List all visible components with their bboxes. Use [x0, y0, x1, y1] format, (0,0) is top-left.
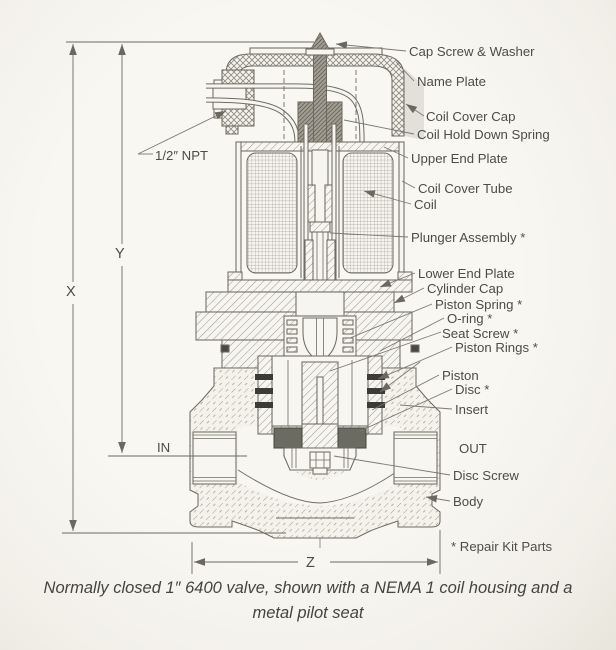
- label-piston-rings: Piston Rings *: [455, 340, 538, 355]
- label-plunger-assembly: Plunger Assembly *: [411, 230, 526, 245]
- disc: [274, 428, 302, 448]
- label-seat-screw: Seat Screw *: [442, 326, 519, 341]
- label-coil-cover-tube: Coil Cover Tube: [418, 181, 513, 196]
- o-ring: [221, 345, 229, 352]
- label-upper-end-plate: Upper End Plate: [411, 151, 508, 166]
- label-insert: Insert: [455, 402, 488, 417]
- label-coil: Coil: [414, 197, 437, 212]
- out-port: [394, 432, 437, 484]
- label-lower-end-plate: Lower End Plate: [418, 266, 515, 281]
- dimension-y: Y: [115, 246, 125, 262]
- label-body: Body: [453, 494, 484, 509]
- label-disc: Disc *: [455, 382, 490, 397]
- label-in-port: IN: [157, 440, 171, 455]
- label-piston: Piston: [442, 368, 479, 383]
- caption-line-1: Normally closed 1″ 6400 valve, shown with a NEMA 1 coil housing and a: [43, 579, 573, 597]
- repair-kit-footnote: * Repair Kit Parts: [451, 539, 553, 554]
- dimension-z: Z: [306, 555, 315, 571]
- label-cylinder-cap: Cylinder Cap: [427, 281, 504, 296]
- disc-screw: [310, 452, 330, 474]
- disc: [338, 428, 366, 448]
- label-npt: 1/2″ NPT: [155, 148, 209, 163]
- label-piston-spring: Piston Spring *: [435, 297, 523, 312]
- valve-drawing: [190, 33, 440, 548]
- label-cap-screw-washer: Cap Screw & Washer: [409, 44, 535, 59]
- in-port: [193, 432, 236, 484]
- dimension-x: X: [66, 284, 76, 300]
- caption-line-2: metal pilot seat: [252, 604, 364, 622]
- label-name-plate: Name Plate: [417, 74, 486, 89]
- label-coil-cover-cap: Coil Cover Cap: [426, 109, 516, 124]
- figure-caption: [0, 576, 616, 626]
- label-disc-screw: Disc Screw: [453, 468, 519, 483]
- label-coil-hold-down-spring: Coil Hold Down Spring: [417, 127, 550, 142]
- label-o-ring: O-ring *: [447, 311, 493, 326]
- o-ring: [411, 345, 419, 352]
- label-out-port: OUT: [459, 441, 487, 456]
